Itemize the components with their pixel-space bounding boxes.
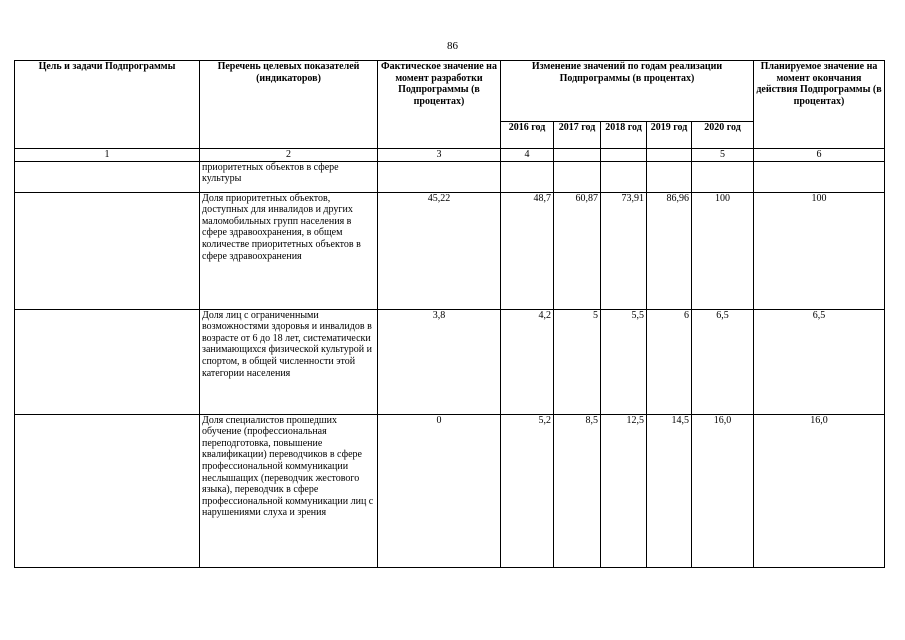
- year-2017-cell: 8,5: [554, 414, 601, 567]
- header-planned: Планируемое значение на момент окончания действия Подпрограммы (в процентах): [754, 61, 885, 149]
- planned-cell: 100: [754, 192, 885, 309]
- year-2016-cell: 4,2: [501, 309, 554, 414]
- year-2020-cell: [692, 161, 754, 192]
- indicator-cell: Доля специалистов прошедших обучение (профессиональная переподготовка, повышение квалификации) переводчиков в сфере профессиональной коммуникации неслышащих (переводчик жестового языка), переводчик в сфере профессиональной коммуникации лиц с нарушениями слуха и зрения: [200, 414, 378, 567]
- page-number: 86: [447, 40, 458, 52]
- actual-cell: [378, 161, 501, 192]
- goal-cell: [15, 309, 200, 414]
- goal-cell: [15, 414, 200, 567]
- year-2018-cell: 73,91: [601, 192, 647, 309]
- column-number: [647, 149, 692, 162]
- header-row: [15, 61, 885, 122]
- year-2016-cell: 48,7: [501, 192, 554, 309]
- table-row: [15, 192, 885, 309]
- table-row: [15, 309, 885, 414]
- year-2018-cell: 5,5: [601, 309, 647, 414]
- year-2019-cell: 86,96: [647, 192, 692, 309]
- indicators-table: [14, 60, 885, 568]
- year-2016-cell: 5,2: [501, 414, 554, 567]
- year-2020-cell: 6,5: [692, 309, 754, 414]
- column-number: 4: [501, 149, 554, 162]
- header-goal: Цель и задачи Подпрограммы: [15, 61, 200, 149]
- planned-cell: [754, 161, 885, 192]
- year-2018-cell: [601, 161, 647, 192]
- header-indicators: Перечень целевых показателей (индикаторов): [200, 61, 378, 149]
- column-number: 5: [692, 149, 754, 162]
- planned-cell: 6,5: [754, 309, 885, 414]
- year-2020-cell: 100: [692, 192, 754, 309]
- header-change: Изменение значений по годам реализации Подпрограммы (в процентах): [501, 61, 754, 122]
- goal-cell: [15, 161, 200, 192]
- actual-cell: 0: [378, 414, 501, 567]
- column-number: 3: [378, 149, 501, 162]
- header-year-2020: 2020 год: [692, 122, 754, 149]
- year-2016-cell: [501, 161, 554, 192]
- column-number: [554, 149, 601, 162]
- year-2019-cell: 6: [647, 309, 692, 414]
- year-2017-cell: 60,87: [554, 192, 601, 309]
- column-number: 2: [200, 149, 378, 162]
- header-actual: Фактическое значение на момент разработки Подпрограммы (в процентах): [378, 61, 501, 149]
- indicator-cell: Доля приоритетных объектов, доступных для инвалидов и других маломобильных групп населения в сфере здравоохранения, в общем количестве приоритетных объектов в сфере здравоохранения: [200, 192, 378, 309]
- year-2020-cell: 16,0: [692, 414, 754, 567]
- actual-cell: 3,8: [378, 309, 501, 414]
- goal-cell: [15, 192, 200, 309]
- indicator-cell: приоритетных объектов в сфере культуры: [200, 161, 378, 192]
- indicator-cell: Доля лиц с ограниченными возможностями здоровья и инвалидов в возрасте от 6 до 18 лет, систематически занимающихся физической культурой и спортом, в общей численности этой категории населения: [200, 309, 378, 414]
- year-2017-cell: [554, 161, 601, 192]
- column-number: 1: [15, 149, 200, 162]
- actual-cell: 45,22: [378, 192, 501, 309]
- year-2018-cell: 12,5: [601, 414, 647, 567]
- header-year-2018: 2018 год: [601, 122, 647, 149]
- header-year-2017: 2017 год: [554, 122, 601, 149]
- year-2017-cell: 5: [554, 309, 601, 414]
- table-row: [15, 414, 885, 567]
- header-year-2019: 2019 год: [647, 122, 692, 149]
- header-year-2016: 2016 год: [501, 122, 554, 149]
- year-2019-cell: [647, 161, 692, 192]
- year-2019-cell: 14,5: [647, 414, 692, 567]
- column-number: 6: [754, 149, 885, 162]
- table-row: [15, 161, 885, 192]
- planned-cell: 16,0: [754, 414, 885, 567]
- column-number: [601, 149, 647, 162]
- column-number-row: [15, 149, 885, 162]
